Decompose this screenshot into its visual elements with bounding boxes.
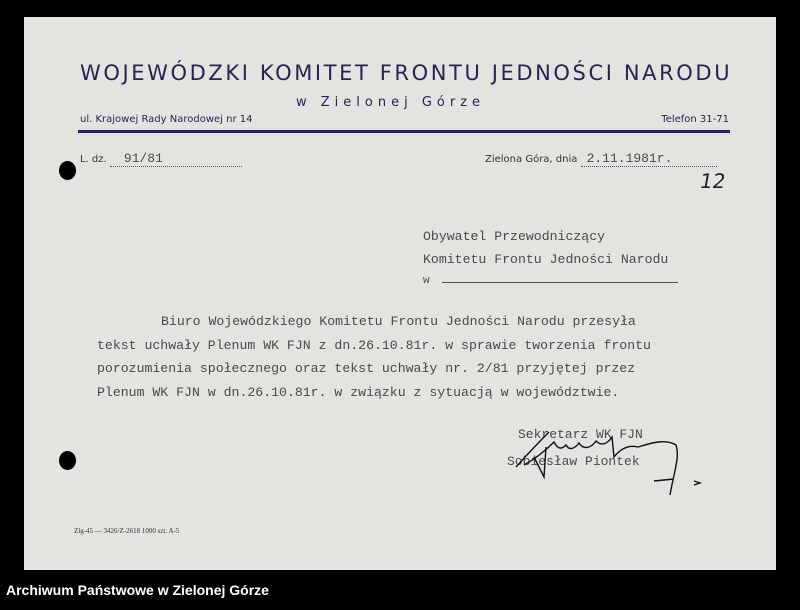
body-line: tekst uchwały Plenum WK FJN z dn.26.10.81r. w sprawie tworzenia frontu <box>97 337 651 353</box>
page-number-handwritten: 12 <box>697 169 728 193</box>
recipient-line-3 <box>423 275 678 287</box>
letterhead-rule <box>78 130 730 133</box>
letterhead-title: WOJEWÓDZKI KOMITET FRONTU JEDNOŚCI NARODU <box>80 61 733 85</box>
form-footer: Zlg-45 — 3426/Z-2618 1000 szt. A-5 <box>74 527 180 535</box>
punch-hole <box>59 161 76 180</box>
archive-caption: Archiwum Państwowe w Zielonej Górze <box>6 582 269 598</box>
date-label: Zielona Góra, dnia <box>485 154 578 165</box>
recipient-line-2: Komitetu Frontu Jedności Narodu <box>423 252 669 267</box>
body-line: Biuro Wojewódzkiego Komitetu Frontu Jedności Narodu przesyła <box>161 314 636 329</box>
handwritten-signature-icon <box>504 417 704 497</box>
document-page <box>24 17 776 570</box>
body-line: Plenum WK FJN w dn.26.10.81r. w związku z sytuacją w województwie. <box>97 384 620 400</box>
reference-number <box>80 151 242 167</box>
document-date <box>485 151 717 167</box>
recipient-line-1: Obywatel Przewodniczący <box>423 229 606 244</box>
reference-label: L. dz. <box>80 154 107 165</box>
date-value: 2.11.1981r. <box>581 151 717 167</box>
reference-value: 91/81 <box>110 151 242 167</box>
letter-body <box>97 310 651 404</box>
letterhead-subtitle: w Zielonej Górze <box>296 95 486 110</box>
recipient-w: w <box>423 275 430 287</box>
punch-hole <box>59 451 76 470</box>
letterhead-address: ul. Krajowej Rady Narodowej nr 14 <box>80 114 253 125</box>
body-line: porozumienia społecznego oraz tekst uchwały nr. 2/81 przyjętej przez <box>97 361 636 376</box>
signature-name: Sobiesław Piontek <box>507 454 640 469</box>
signature-title: Sekretarz WK FJN <box>518 427 643 442</box>
letterhead-phone: Telefon 31-71 <box>661 114 729 125</box>
